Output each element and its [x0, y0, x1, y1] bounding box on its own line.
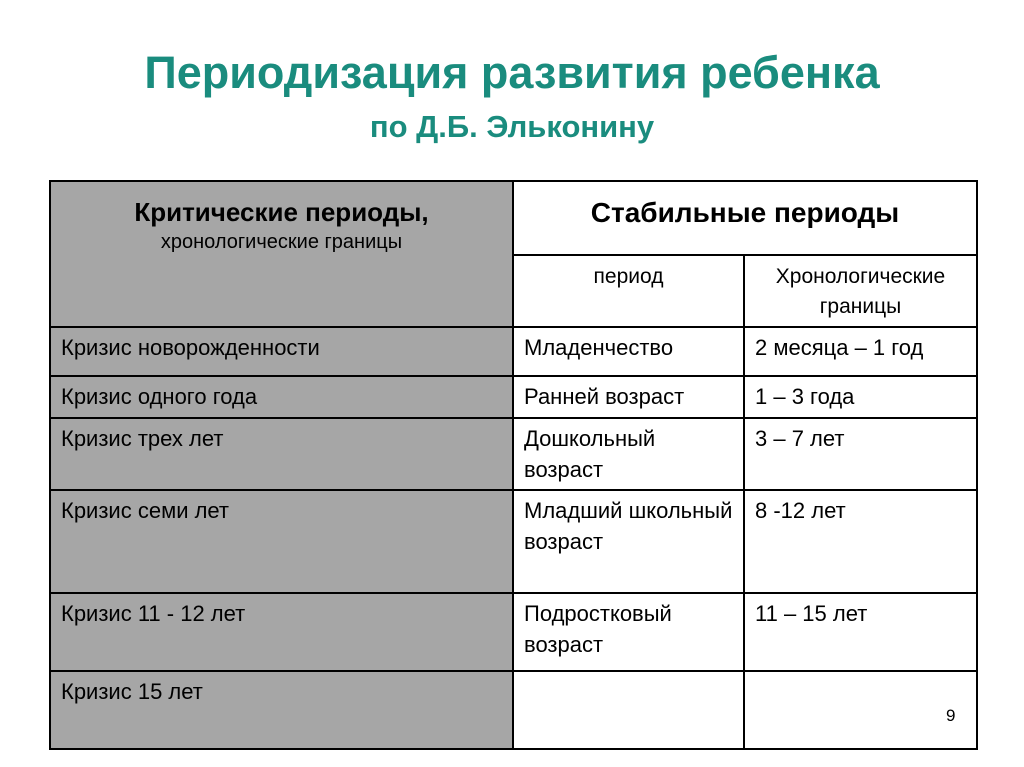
crisis-cell: Кризис новорожденности	[50, 327, 513, 376]
crisis-cell: Кризис 11 - 12 лет	[50, 593, 513, 671]
bounds-column-header: Хронологические границы	[744, 255, 977, 327]
bounds-cell: 8 -12 лет	[744, 490, 977, 593]
bounds-cell: 2 месяца – 1 год	[744, 327, 977, 376]
table-row	[50, 490, 977, 593]
crisis-cell: Кризис одного года	[50, 376, 513, 418]
bounds-cell: 11 – 15 лет	[744, 593, 977, 671]
page-title: Периодизация развития ребенка	[144, 47, 880, 98]
periodization-table	[49, 180, 978, 750]
stable-periods-header	[513, 181, 977, 255]
crisis-cell: Кризис семи лет	[50, 490, 513, 593]
table-row	[50, 327, 977, 376]
page-subtitle: по Д.Б. Эльконину	[369, 109, 655, 144]
page-number: 9	[946, 706, 956, 725]
table-row	[50, 376, 977, 418]
bounds-cell: 3 – 7 лет	[744, 418, 977, 490]
table-row	[50, 593, 977, 671]
stable-periods-title: Стабильные периоды	[590, 197, 900, 228]
period-cell	[513, 671, 744, 749]
table-row	[50, 671, 977, 749]
period-cell: Младший школьный возраст	[513, 490, 744, 593]
bounds-cell: 1 – 3 года	[744, 376, 977, 418]
critical-periods-header	[50, 181, 513, 327]
critical-periods-title: Критические периоды,	[134, 197, 429, 227]
period-cell: Дошкольный возраст	[513, 418, 744, 490]
period-cell: Ранней возраст	[513, 376, 744, 418]
critical-periods-subtitle: хронологические границы	[160, 231, 403, 253]
crisis-cell: Кризис трех лет	[50, 418, 513, 490]
table-row	[50, 418, 977, 490]
period-column-header: период	[513, 255, 744, 327]
period-cell: Подростковый возраст	[513, 593, 744, 671]
crisis-cell: Кризис 15 лет	[50, 671, 513, 749]
bounds-cell	[744, 671, 977, 749]
period-cell: Младенчество	[513, 327, 744, 376]
